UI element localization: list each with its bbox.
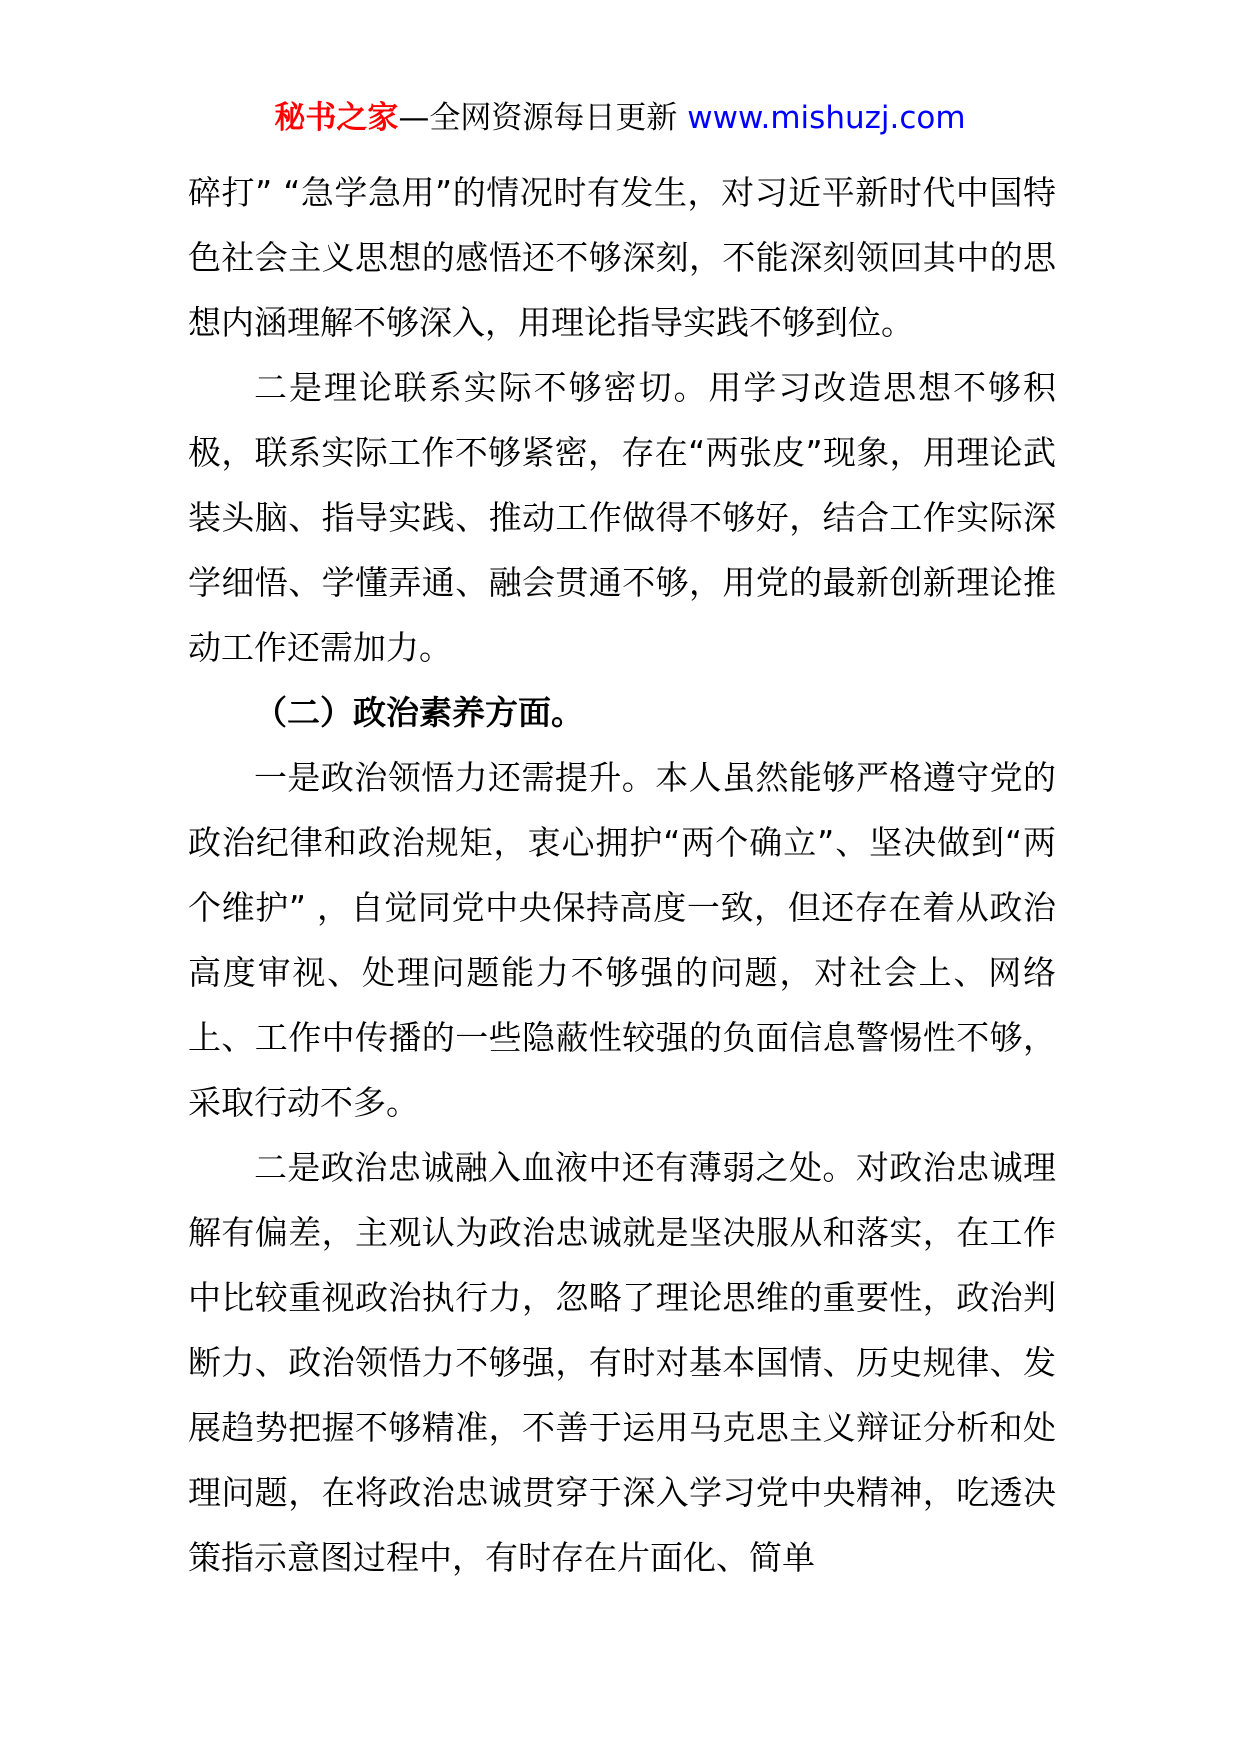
paragraph-political-loyalty: 二是政治忠诚融入血液中还有薄弱之处。对政治忠诚理解有偏差，主观认为政治忠诚就是坚决服从和落实，在工作中比较重视政治执行力，忽略了理论思维的重要性，政治判断力、政治领悟力不够强，有时对基本国情、历史规律、发展趋势把握不够精准，不善于运用马克思主义辩证分析和处理问题，在将政治忠诚贯穿于深入学习党中央精神，吃透决策指示意图过程中，有时存在片面化、简单 xyxy=(188,1148,1056,1577)
header-slogan: —全网资源每日更新 xyxy=(398,100,678,136)
site-header xyxy=(0,96,1240,140)
paragraph-political-comprehension: 一是政治领悟力还需提升。本人虽然能够严格遵守党的政治纪律和政治规矩，衷心拥护“两个确立”、坚决做到“两个维护” ，自觉同党中央保持高度一致，但还存在着从政治高度审视、处理问题能力不够强的问题，对社会上、网络上、工作中传播的一些隐蔽性较强的负面信息警惕性不够，采取行动不多。 xyxy=(188,758,1056,1122)
brand-name: 秘书之家 xyxy=(274,100,399,136)
site-url-link[interactable]: www.mishuzj.com xyxy=(687,100,966,136)
paragraph-theory-practice: 二是理论联系实际不够密切。用学习改造思想不够积极，联系实际工作不够紧密，存在“两张皮”现象，用理论武装头脑、指导实践、推动工作做得不够好，结合工作实际深学细悟、学懂弄通、融会贯通不够，用党的最新创新理论推动工作还需加力。 xyxy=(188,368,1056,667)
paragraph-continuation: 碎打” “急学急用”的情况时有发生，对习近平新时代中国特色社会主义思想的感悟还不够深刻，不能深刻领回其中的思想内涵理解不够深入，用理论指导实践不够到位。 xyxy=(188,173,1056,342)
document-body xyxy=(188,160,1056,1590)
section-heading-political-literacy: （二）政治素养方面。 xyxy=(254,693,584,732)
